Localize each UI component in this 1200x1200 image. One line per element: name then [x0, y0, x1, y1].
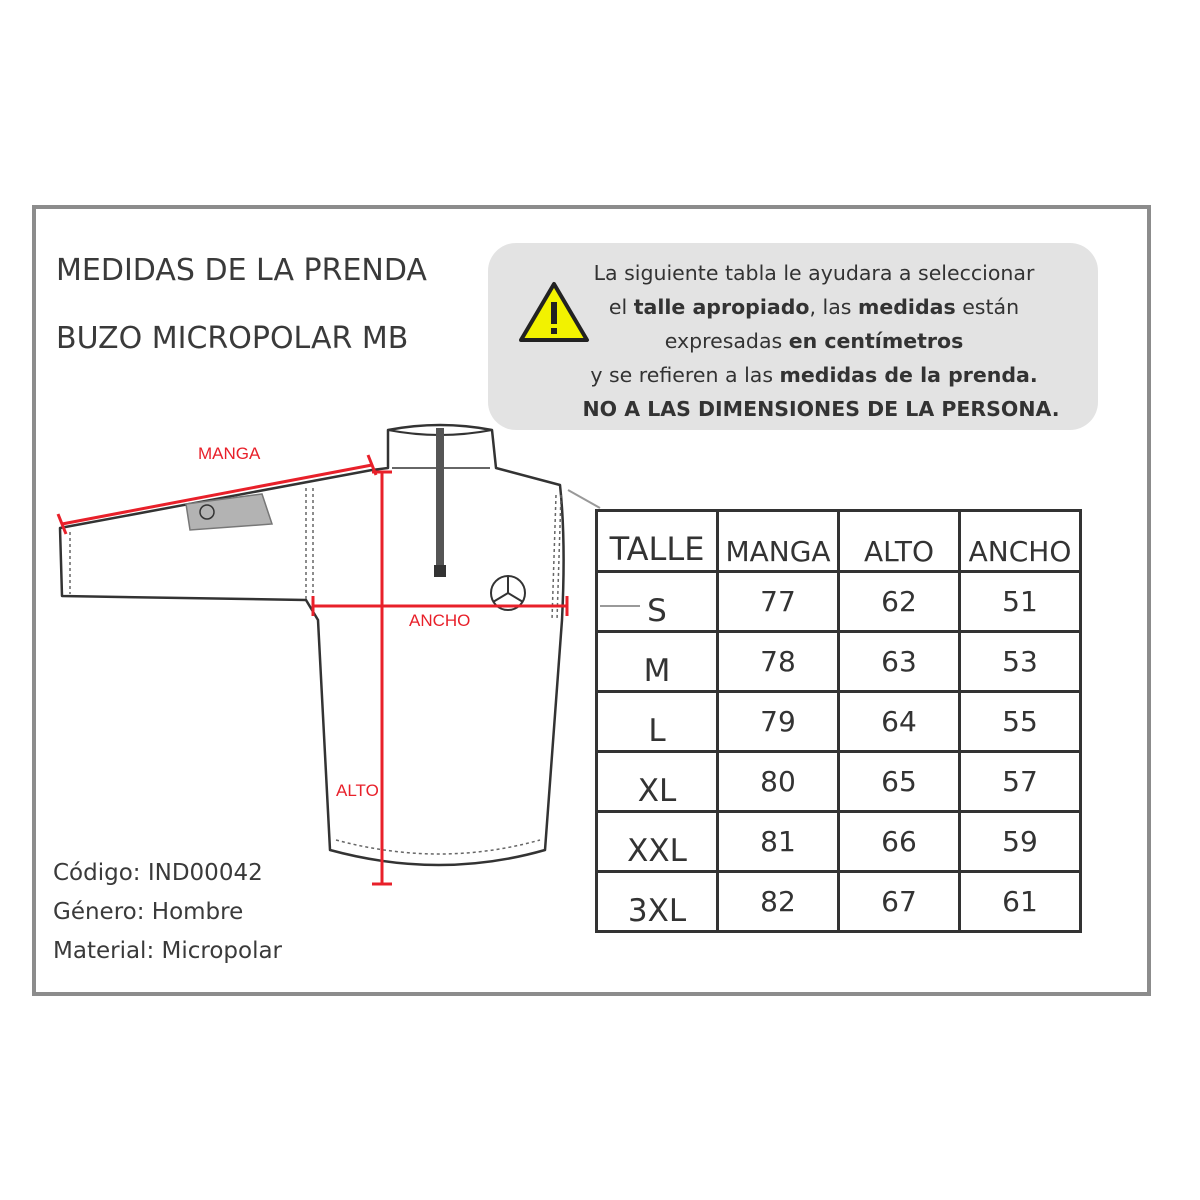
table-row	[597, 632, 1081, 692]
product-code: Código: IND00042	[53, 860, 263, 886]
size-cell: XL	[597, 752, 718, 812]
alto-cell: 66	[839, 812, 960, 872]
size-cell: XXL	[597, 812, 718, 872]
table-row	[597, 572, 1081, 632]
alto-cell: 62	[839, 572, 960, 632]
ancho-label: ANCHO	[409, 611, 471, 630]
table-row	[597, 692, 1081, 752]
manga-cell: 79	[718, 692, 839, 752]
size-table	[595, 509, 1082, 933]
product-name: BUZO MICROPOLAR MB	[56, 321, 409, 356]
alto-cell: 63	[839, 632, 960, 692]
manga-cell: 80	[718, 752, 839, 812]
ancho-cell: 61	[960, 872, 1081, 932]
product-gender: Género: Hombre	[53, 899, 244, 925]
alto-label: ALTO	[336, 781, 379, 800]
manga-cell: 82	[718, 872, 839, 932]
product-material: Material: Micropolar	[53, 938, 283, 964]
manga-cell: 81	[718, 812, 839, 872]
alto-cell: 65	[839, 752, 960, 812]
header-manga: MANGA	[718, 511, 839, 572]
alto-cell: 64	[839, 692, 960, 752]
table-row	[597, 872, 1081, 932]
ancho-cell: 59	[960, 812, 1081, 872]
table-header-row	[597, 511, 1081, 572]
size-cell: S	[597, 572, 718, 632]
notice-line-1: La siguiente tabla le ayudara a seleccionar	[593, 261, 1035, 285]
manga-label: MANGA	[198, 444, 261, 463]
ancho-cell: 57	[960, 752, 1081, 812]
manga-cell: 78	[718, 632, 839, 692]
ancho-cell: 53	[960, 632, 1081, 692]
garment-outline	[60, 425, 564, 865]
notice-line-5: NO A LAS DIMENSIONES DE LA PERSONA.	[582, 397, 1060, 421]
ancho-cell: 51	[960, 572, 1081, 632]
alto-cell: 67	[839, 872, 960, 932]
size-cell: L	[597, 692, 718, 752]
header-talle: TALLE	[597, 511, 718, 572]
garment-diagram	[40, 400, 660, 920]
manga-cell: 77	[718, 572, 839, 632]
notice-line-4: y se refieren a las medidas de la prenda.	[590, 363, 1038, 387]
notice-line-2: el talle apropiado, las medidas están	[608, 295, 1020, 319]
ancho-cell: 55	[960, 692, 1081, 752]
size-cell: M	[597, 632, 718, 692]
header-alto: ALTO	[839, 511, 960, 572]
page-title: MEDIDAS DE LA PRENDA	[56, 253, 427, 288]
table-row	[597, 752, 1081, 812]
header-ancho: ANCHO	[960, 511, 1081, 572]
table-row	[597, 812, 1081, 872]
size-cell: 3XL	[597, 872, 718, 932]
notice-line-3: expresadas en centímetros	[664, 329, 964, 353]
